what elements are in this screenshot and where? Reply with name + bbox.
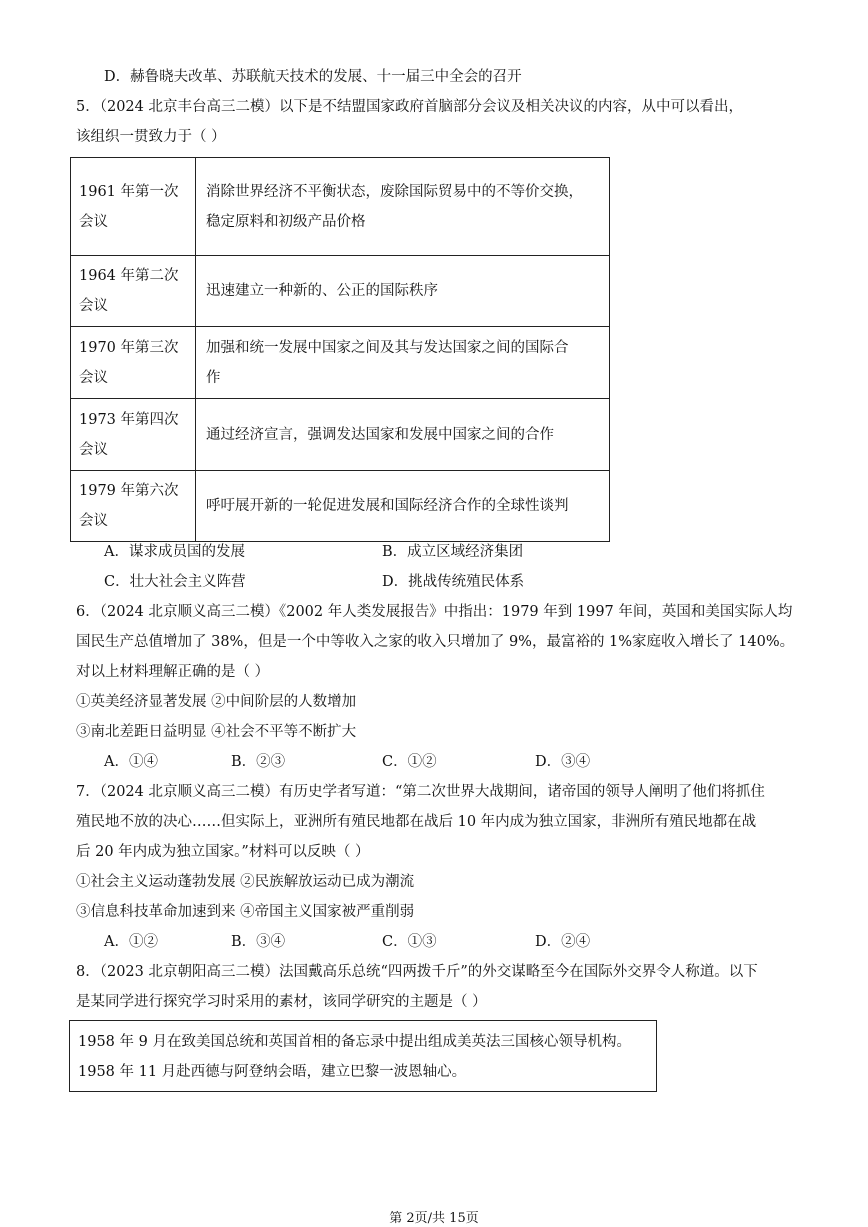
q7-items-line2: ③信息科技革命加速到来 ④帝国主义国家被严重削弱 [76,904,415,920]
q7-stem-line2: 殖民地不放的决心……但实际上，亚洲所有殖民地都在战后 10 年内成为独立国家，非洲所有殖民地都在战 [76,814,757,830]
q6-items-line1: ①英美经济显著发展 ②中间阶层的人数增加 [76,694,357,710]
q8-stem-line1: 8．（2023 北京朝阳高三二模）法国戴高乐总统“四两拨千斤”的外交谋略至今在国际外交界令人称道。以下 [76,964,758,980]
q6-option-d[interactable]: D．③④ [535,754,591,770]
content-cell: 加强和统一发展中国家之间及其与发达国家之间的国际合 作 [196,327,610,399]
year-cell: 1970 年第三次 会议 [71,327,196,399]
table-row [71,327,610,399]
q6-stem-line3: 对以上材料理解正确的是（ ） [76,664,270,680]
table-row [71,471,610,542]
year-cell: 1961 年第一次 会议 [71,158,196,256]
q6-option-a[interactable]: A．①④ [104,754,158,770]
table-row [71,158,610,256]
year-cell: 1979 年第六次 会议 [71,471,196,542]
q7-option-d[interactable]: D．②④ [535,934,591,950]
q7-option-c[interactable]: C．①③ [382,934,437,950]
q7-stem-line3: 后 20 年内成为独立国家。”材料可以反映（ ） [76,844,370,860]
year-cell: 1973 年第四次 会议 [71,399,196,471]
q7-option-a[interactable]: A．①② [104,934,158,950]
q6-items-line2: ③南北差距日益明显 ④社会不平等不断扩大 [76,724,357,740]
table-row [71,399,610,471]
q8-box-line2: 1958 年 11 月赴西德与阿登纳会晤，建立巴黎一波恩轴心。 [78,1064,467,1080]
q6-stem-line2: 国民生产总值增加了 38%，但是一个中等收入之家的收入只增加了 9%，最富裕的 1%家庭收入增长了 140%。 [76,634,795,650]
q8-stem-line2: 是某同学进行探究学习时采用的素材，该同学研究的主题是（ ） [76,994,487,1010]
q6-option-b[interactable]: B．②③ [231,754,286,770]
q5-option-a[interactable]: A．谋求成员国的发展 [104,544,245,560]
q5-table [70,157,610,542]
q7-stem-line1: 7．（2024 北京顺义高三二模）有历史学者写道：“第二次世界大战期间，诸帝国的领导人阐明了他们将抓住 [76,784,765,800]
q7-items-line1: ①社会主义运动蓬勃发展 ②民族解放运动已成为潮流 [76,874,415,890]
q5-option-b[interactable]: B．成立区域经济集团 [382,544,524,560]
content-cell: 迅速建立一种新的、公正的国际秩序 [196,256,610,327]
q6-option-c[interactable]: C．①② [382,754,437,770]
q6-stem-line1: 6．（2024 北京顺义高三二模）《2002 年人类发展报告》中指出：1979 年到 1997 年间，英国和美国实际人均 [76,604,793,620]
content-cell: 呼吁展开新的一轮促进发展和国际经济合作的全球性谈判 [196,471,610,542]
year-cell: 1964 年第二次 会议 [71,256,196,327]
q5-stem-line2: 该组织一贯致力于（ ） [76,129,226,145]
q8-material-box [69,1020,657,1092]
q7-option-b[interactable]: B．③④ [231,934,286,950]
table-row [71,256,610,327]
q4-option-d: D．赫鲁晓夫改革、苏联航天技术的发展、十一届三中全会的召开 [104,69,522,85]
q5-option-c[interactable]: C．壮大社会主义阵营 [104,574,246,590]
content-cell: 通过经济宣言，强调发达国家和发展中国家之间的合作 [196,399,610,471]
q5-option-d[interactable]: D．挑战传统殖民体系 [382,574,525,590]
q8-box-line1: 1958 年 9 月在致美国总统和英国首相的备忘录中提出组成美英法三国核心领导机构。 [78,1034,631,1050]
content-cell: 消除世界经济不平衡状态，废除国际贸易中的不等价交换， 稳定原料和初级产品价格 [196,158,610,256]
q5-stem-line1: 5．（2024 北京丰台高三二模）以下是不结盟国家政府首脑部分会议及相关决议的内容，从中可以看出， [76,99,743,115]
page-footer: 第 2页/共 15页 [389,1211,479,1226]
